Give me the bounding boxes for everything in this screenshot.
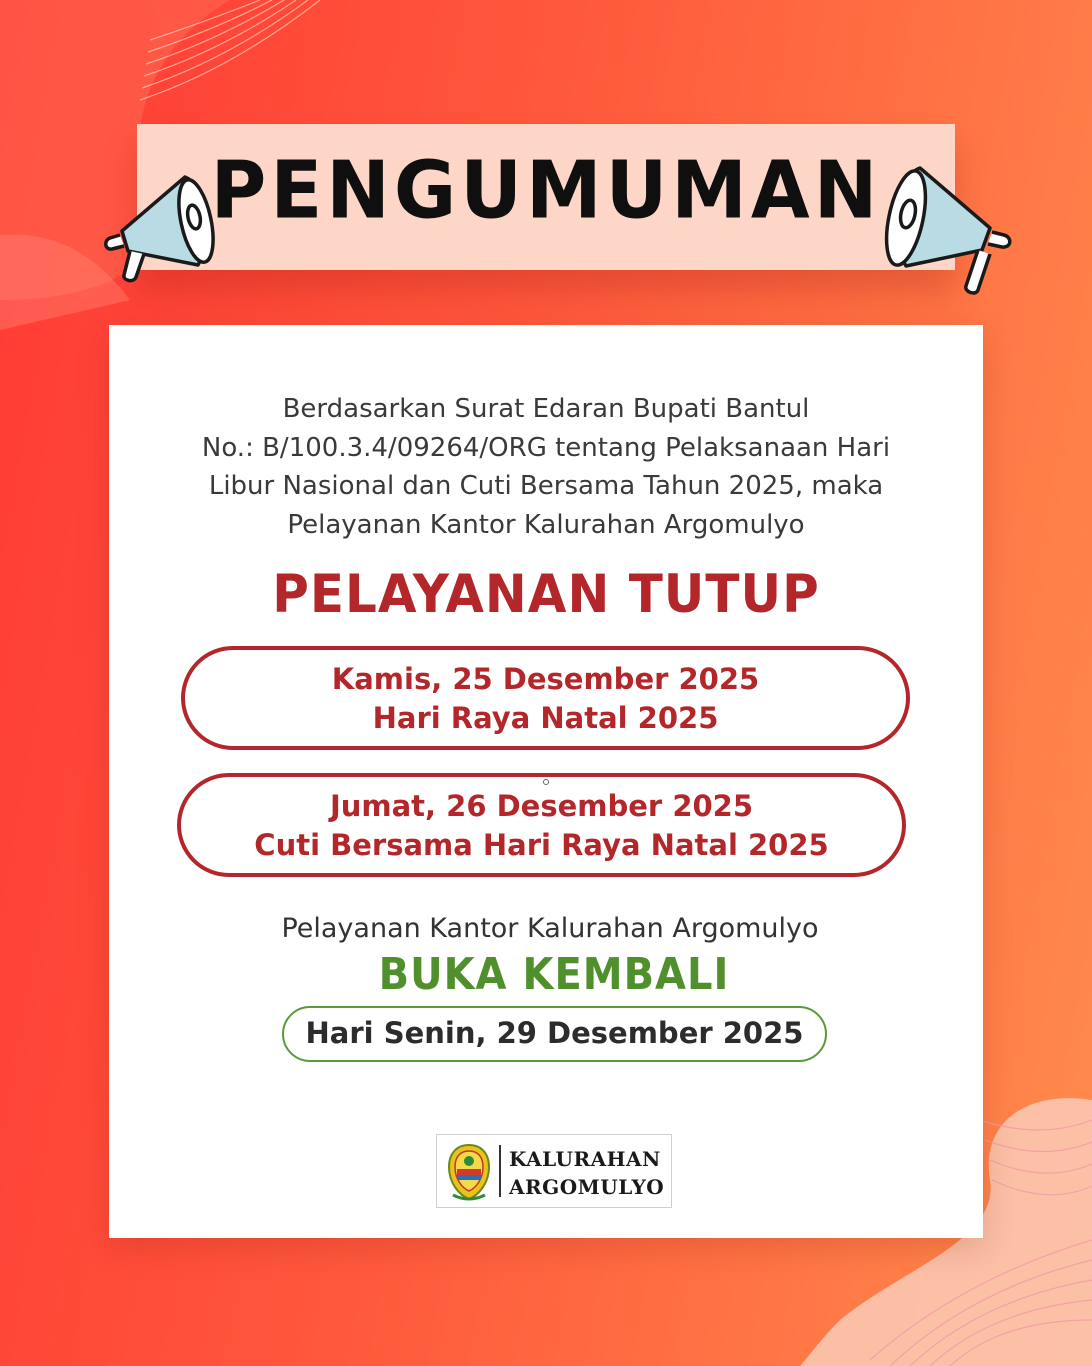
- closed-heading: PELAYANAN TUTUP: [272, 563, 820, 625]
- closure-date: Kamis, 25 Desember 2025: [331, 662, 760, 696]
- notice-intro: [0, 390, 1092, 544]
- reopen-date-pill: [282, 1006, 827, 1062]
- logo-line-2: ARGOMULYO: [509, 1175, 665, 1199]
- closure-date: Jumat, 26 Desember 2025: [329, 789, 754, 823]
- logo-line-1: KALURAHAN: [509, 1147, 661, 1171]
- intro-line: Berdasarkan Surat Edaran Bupati Bantul: [282, 394, 810, 424]
- reopen-heading: BUKA KEMBALI: [378, 950, 730, 1000]
- page-title: PENGUMUMAN: [210, 142, 882, 237]
- closure-item: [181, 646, 910, 750]
- closure-reason: Cuti Bersama Hari Raya Natal 2025: [254, 828, 829, 862]
- logo-divider: [499, 1145, 501, 1197]
- kalurahan-emblem-icon: [447, 1143, 491, 1201]
- closure-item: [177, 773, 906, 877]
- reopen-office: Pelayanan Kantor Kalurahan Argomulyo: [281, 913, 819, 944]
- megaphone-icon-right: [870, 158, 1020, 303]
- megaphone-icon-left: [100, 165, 230, 290]
- intro-line: Pelayanan Kantor Kalurahan Argomulyo: [287, 509, 805, 540]
- intro-line: Libur Nasional dan Cuti Bersama Tahun 2025, maka: [208, 471, 884, 501]
- intro-line: No.: B/100.3.4/09264/ORG tentang Pelaksanaan Hari: [201, 432, 891, 463]
- closure-reason: Hari Raya Natal 2025: [372, 701, 719, 735]
- reopen-date: Hari Senin, 29 Desember 2025: [305, 1016, 804, 1050]
- kalurahan-logo: [436, 1134, 672, 1208]
